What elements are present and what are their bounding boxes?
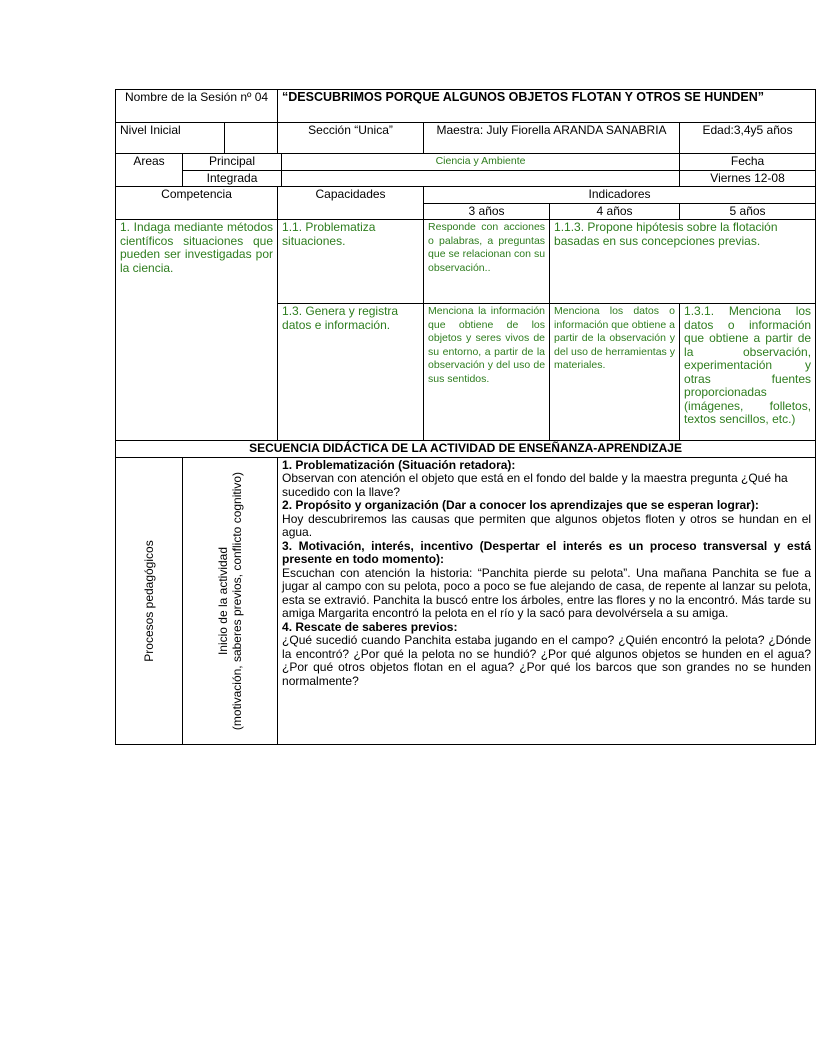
step-4-heading: 4. Rescate de saberes previos:: [282, 619, 458, 634]
indicator-3-years-2: Menciona la información que obtiene de los objetos y seres vivos de su entorno, a partir de la observación y del uso de sus sentidos.: [424, 304, 550, 441]
start-label: Inicio de la actividad: [216, 546, 231, 655]
step-2-heading: 2. Propósito y organización (Dar a conocer los aprendizajes que se esperan lograr):: [282, 498, 759, 512]
indicator-4-years-2: Menciona los datos o información que obtiene a partir de la observación y del uso de herramientas y materiales.: [550, 304, 680, 441]
date-value: Viernes 12-08: [680, 170, 816, 187]
start-label-block: [216, 471, 244, 729]
competencia-header: Competencia: [116, 187, 278, 220]
areas-label: Areas: [116, 154, 183, 187]
session-title: “DESCUBRIMOS PORQUE ALGUNOS OBJETOS FLOTAN Y OTROS SE HUNDEN”: [278, 90, 816, 123]
indicadores-header: Indicadores: [424, 187, 816, 204]
indicator-4-5-years-1: 1.1.3. Propone hipótesis sobre la flotación basadas en sus concepciones previas.: [550, 220, 816, 304]
age-5-header: 5 años: [680, 203, 816, 220]
step-1-heading: 1. Problematización (Situación retadora):: [282, 457, 516, 472]
age-3-header: 3 años: [424, 203, 550, 220]
start-label-cell: [183, 457, 278, 744]
capacidad-1: 1.1. Problematiza situaciones.: [278, 220, 424, 304]
age-label: Edad:3,4y5 años: [680, 123, 816, 154]
session-plan-table: [115, 89, 816, 745]
age-4-header: 4 años: [550, 203, 680, 220]
step-3-heading: 3. Motivación, interés, incentivo (Despertar el interés es un proceso transversal y está presente en todo momento):: [282, 538, 812, 566]
principal-area-value: Ciencia y Ambiente: [282, 154, 680, 171]
date-label: Fecha: [680, 154, 816, 171]
sequence-content: [278, 457, 816, 744]
integrated-label: Integrada: [183, 170, 282, 187]
session-number-label: Nombre de la Sesión nº 04: [116, 90, 278, 123]
level-label: Nivel Inicial: [116, 123, 225, 154]
principal-label: Principal: [183, 154, 282, 171]
step-2-body: Hoy descubriremos las causas que permiten que algunos objetos floten y otros se hundan en el agua.: [282, 511, 812, 539]
step-3-body: Escuchan con atención la historia: “Panchita pierde su pelota”. Una mañana Panchita se fue a jugar al campo con su pelota, poco a poco se fue alejando de casa, de repente al lanzar su pelota, esta se extravió. Panchita la buscó entre los árboles, entre las flores y no la encontró. Más tarde su amiga Margarita encontró la pelota en el río y la sacó para devolvérsela a su amiga.: [282, 565, 812, 620]
section-label: Sección “Unica”: [278, 123, 424, 154]
step-4-body: ¿Qué sucedió cuando Panchita estaba jugando en el campo? ¿Quién encontró la pelota? ¿Dónde la encontró? ¿Por qué la pelota no se hundió? ¿Por qué algunos objetos se hunden en el agua? ¿Por qué otros objetos flotan en el agua? ¿Por qué los barcos que son grandes no se hunden normalmente?: [282, 633, 812, 688]
indicator-3-years-1: Responde con acciones o palabras, a preguntas que se relacionan con su observación..: [424, 220, 550, 304]
step-1-body: Observan con atención el objeto que está en el fondo del balde y la maestra pregunta ¿Qué ha sucedido con la llave?: [282, 471, 788, 499]
process-label: Procesos pedagógicos: [142, 539, 156, 662]
start-sub-label: (motivación, saberes previos, conflicto cognitivo): [230, 471, 245, 730]
empty-cell: [225, 123, 278, 154]
competencia-text: 1. Indaga mediante métodos científicos situaciones que pueden ser investigadas por la ciencia.: [116, 220, 278, 441]
sequence-title: SECUENCIA DIDÁCTICA DE LA ACTIVIDAD DE ENSEÑANZA-APRENDIZAJE: [116, 441, 816, 458]
capacidades-header: Capacidades: [278, 187, 424, 220]
capacidad-2: 1.3. Genera y registra datos e información.: [278, 304, 424, 441]
teacher-label: Maestra: July Fiorella ARANDA SANABRIA: [424, 123, 680, 154]
process-label-cell: [116, 457, 183, 744]
integrated-area-value: [282, 170, 680, 187]
document-page: [115, 89, 812, 1041]
indicator-5-years-2: 1.3.1. Menciona los datos o información que obtiene a partir de la observación, experimentación y otras fuentes proporcionadas (imágenes, folletos, textos sencillos, etc.): [680, 304, 816, 441]
